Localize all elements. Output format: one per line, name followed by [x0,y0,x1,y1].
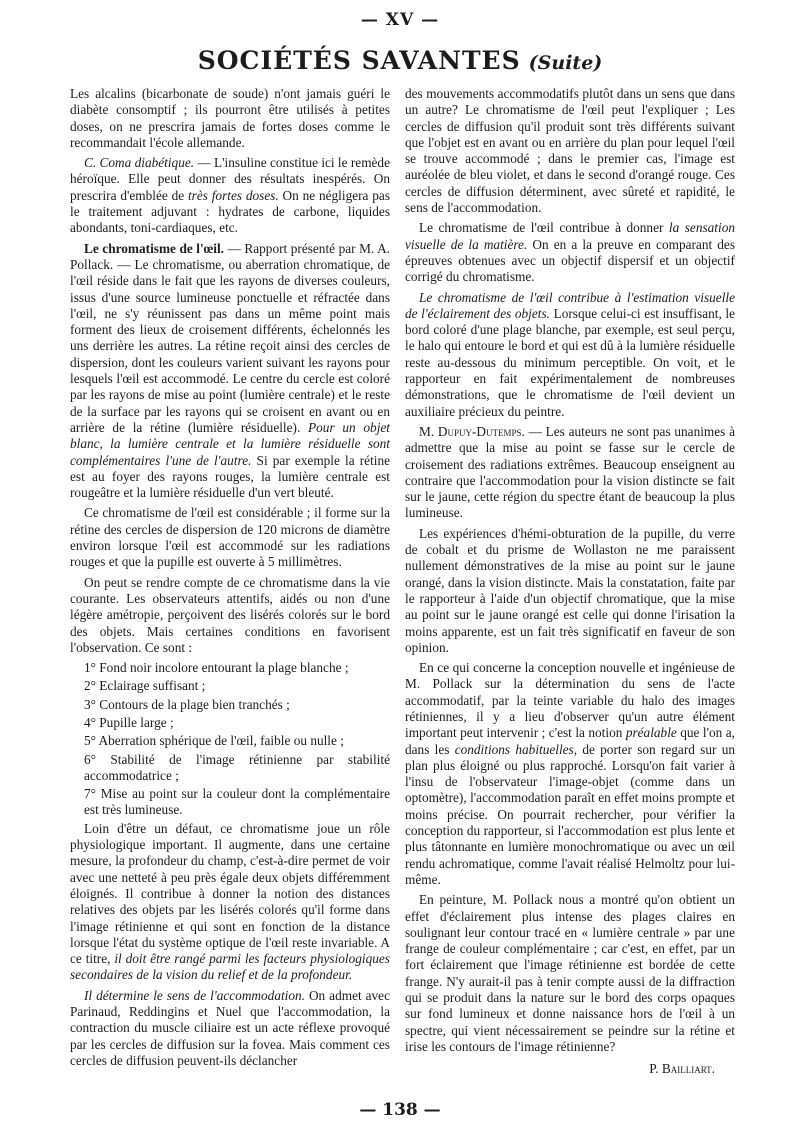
title-suffix: (Suite) [528,52,603,74]
roman-page-marker: — XV — [360,10,440,30]
coma-text-a: — L'insuline constitue ici le remède héroïque. Elle peut donner des résultats inespérés. On prescrira d'emblée de [70,155,390,203]
paragraph-accommodation [70,988,390,1069]
list-item: 1° Fond noir incolore entourant la plage blanche ; [84,660,349,676]
loin-text-b: il doit être rangé parmi les facteurs physiologiques secondaires de la vision du relief et de la profondeur. [70,951,390,983]
coma-label: C. Coma diabétique. [84,155,195,171]
paragraph-loin-defaut [70,821,390,984]
paragraph-chromatisme [70,241,390,502]
paragraph-eclairement [405,290,735,420]
loin-text-a: Loin d'être un défaut, ce chromatisme joue un rôle physiologique important. Il augmente, dans une certaine mesure, la profondeur du champ, c'est-à-dire permet de voir avec une netteté à peu près égale deux objets différemment éloignés. Il contribue à donner la notion des distances relatives des objets par les lisérés colorés qu'il forme dans l'image rétinienne et qui sont en fonction de la distance lorsque l'état du système optique de l'œil reste invariable. A ce titre, [70,820,390,967]
conception-text-d: conditions habituelles, [454,741,578,757]
paragraph-dupuy-dutemps [405,424,735,522]
chromatisme-text-a: — Rapport présenté par M. A. Pollack. — Le chromatisme, ou aberration chromatique, de l'œil réside dans le fait que les rayons de diverses couleurs, issus d'une source lumineuse ponctuelle et réfractée dans l'œil, ne s'y réunissent pas dans un même point mais forment des lieux de croisement différents, échelonnés les uns derrière les autres. La rétine reçoit ainsi des cercles de dispersion, dont les couleurs varient suivant les rayons pour lesquels l'œil est accommodé. Le centre du cercle est coloré par les rayons de mise au point (lumière centrale) et le reste de la surface par les rayons qui se croisent en avant ou en arrière de la rétine (lumière résiduelle). [70,240,390,435]
list-item: 2° Eclairage suffisant ; [84,678,206,694]
paragraph-considerable: Ce chromatisme de l'œil est considérable ; il forme sur la rétine des cercles de dispersion de 120 microns de diamètre environ lorsque l'œil est accommodé sur les radiations rouges et que la pupille est ouverte à 5 millimètres. [70,505,390,570]
paragraph-alkalins: Les alcalins (bicarbonate de soude) n'ont jamais guéri le diabète consomptif ; ils pourront être utilisés à petites doses, on ne prescrira jamais de fortes doses comme le recommandait l'école allemande. [70,86,390,150]
paragraph-conception [405,660,735,888]
coma-text-c: On ne négligera pas le traitement adjuvant : hydrates de carbone, liquides abondants, toni-cardiaques, etc. [70,187,390,236]
list-item: 7° Mise au point sur la couleur dont la complémentaire est très lumineuse. [84,786,390,818]
page-title [0,46,800,75]
eclairement-text: Lorsque celui-ci est insuffisant, le bord coloré d'une plage blanche, par exemple, est seul perçu, le halo qui entoure le bord et qui est dû à la lumière résiduelle reste au-dessous du minimum perceptible. On voit, et le rapporteur en fait expérimentalement de nombreuses démonstrations, que le chromatisme de l'œil devient un auxiliaire précieux du peintre. [405,305,735,419]
matiere-text-b: la sensation visuelle de la matière. [405,220,735,252]
title-text: SOCIÉTÉS SAVANTES [197,46,521,75]
matiere-text-c: On en a la preuve en comparant des épreuves obtenues avec un objectif dispersif et un objectif corrigé du chromatisme. [405,236,735,285]
coma-text-b: très fortes doses. [187,187,279,203]
accommodation-text: On admet avec Parinaud, Reddingins et Nuel que l'accommodation, la contraction du muscle ciliaire est un acte réflexe provoqué par les cercles de diffusion sur la fovea. Mais comment ces cercles de diffusion peuvent-ils déclancher [70,987,390,1068]
speaker-name: M. Dupuy-Dutemps. [419,423,525,439]
author-signature: P. Bailliart. [649,1061,715,1077]
chromatisme-text-b: Pour un objet blanc, la lumière centrale et la lumière résiduelle sont complémentaires l'une de l'autre. [70,419,390,468]
list-item: 5° Aberration sphérique de l'œil, faible ou nulle ; [84,733,344,749]
section-heading-chromatisme: Le chromatisme de l'œil. [84,240,224,256]
conception-text-c: que l'on a, dans les [405,725,735,757]
left-column [70,86,390,1073]
paragraph-mouvements: des mouvements accommodatifs plutôt dans un sens que dans un autre? Le chromatisme de l'œil peut l'expliquer ; Les cercles de diffusion qu'il produit sont très différents suivant que l'objet est en avant ou en arrière du plan pour lequel l'œil se trouve accommodé ; dans le premier cas, l'image est auréolée de bleu violet, et dans le second d'orangé rouge. Ces cercles de diffusion déterminent, avec sûreté et rapidité, le sens de l'accommodation. [405,86,735,216]
list-item: 3° Contours de la plage bien tranchés ; [84,696,290,712]
paragraph-peinture: En peinture, M. Pollack nous a montré qu'on obtient un effet d'éclairement plus intense des plages claires en soulignant leur contour tracé en « lumière centrale » par une frange de couleur complémentaire ; car c'est, en effet, par un fort éclairement que l'image rétinienne est bordée de cette frange. N'y aurait-il pas à tenir compte aussi de la diffraction qui se produit dans la nature sur le bord des corps opaques sur fond lumineux et donne naissance hors de l'œil à un spectre, qui vient nécessairement se peindre sur la rétine et irise les contours de l'image rétinienne? [405,892,735,1054]
paragraph-coma [70,155,390,236]
paragraph-matiere [405,220,735,285]
accommodation-lead: Il détermine le sens de l'accommodation. [84,987,305,1003]
matiere-text-a: Le chromatisme de l'œil contribue à donner [419,220,669,236]
right-column [405,86,735,1082]
list-item: 4° Pupille large ; [84,714,174,730]
paragraph-vie-courante: On peut se rendre compte de ce chromatisme dans la vie courante. Les observateurs attentifs, aidés ou non d'une légère amétropie, perçoivent des lisérés colorés sur le bord des objets. Mais certaines conditions en favorisent l'observation. Ce sont : [70,574,390,655]
chromatisme-text-c: Si par exemple la rétine est au foyer des rayons rouges, la lumière centrale est rougeâtre et la lumière résiduelle d'un vert bleuté. [70,452,391,501]
list-item: 6° Stabilité de l'image rétinienne par stabilité accommodatrice ; [84,751,390,783]
paragraph-experiences: Les expériences d'hémi-obturation de la pupille, du verre de cobalt et du prisme de Wollaston ne me paraissent nullement démonstratives de la mise au point sur le jaune orangé, dans la vision distincte. Mais la constatation, faite par le rapporteur à l'aide d'un objectif chromatique, que la mise au point sur le jaune orangé est celle qui donne l'irisation la moins apparente, est un fait très significatif en faveur de son opinion. [405,525,735,655]
eclairement-lead: Le chromatisme de l'œil contribue à l'estimation visuelle de l'éclairement des objets. [405,289,735,321]
page-number: — 138 — [359,1100,441,1120]
dupuy-text: — Les auteurs ne sont pas unanimes à admettre que la mise au point se fasse sur le cercle de croisement des radiations extrêmes. Beaucoup enseignent au contraire que l'accommodation pour la vision distincte se fait sur le jaune, cette région du spectre étant de beaucoup la plus lumineuse. [405,423,735,521]
conception-text-b: préalable [625,725,677,741]
conception-text-a: En ce qui concerne la conception nouvelle et ingénieuse de M. Pollack sur la détermination du sens de l'acte accommodatif, par la teinte variable du halo des images rétiniennes, il y a lieu d'observer qu'un autre élément important peut intervenir ; c'est la notion [405,660,735,741]
conception-text-e: de porter son regard sur un plan plus éloigné ou plus rapproché. Lorsqu'on fait varier à l'insu de l'observateur l'image-objet (comme dans un optomètre), l'accommodation paraît en effet moins prompte et moins précise. On pourrait rechercher, pour vérifier la conception du rapporteur, si l'accommodation est plus lente et plus tâtonnante en lumière monochromatique ou avec un œil rendu achromatique, comme l'avait réalisé Helmoltz pour lui-même. [405,741,735,887]
